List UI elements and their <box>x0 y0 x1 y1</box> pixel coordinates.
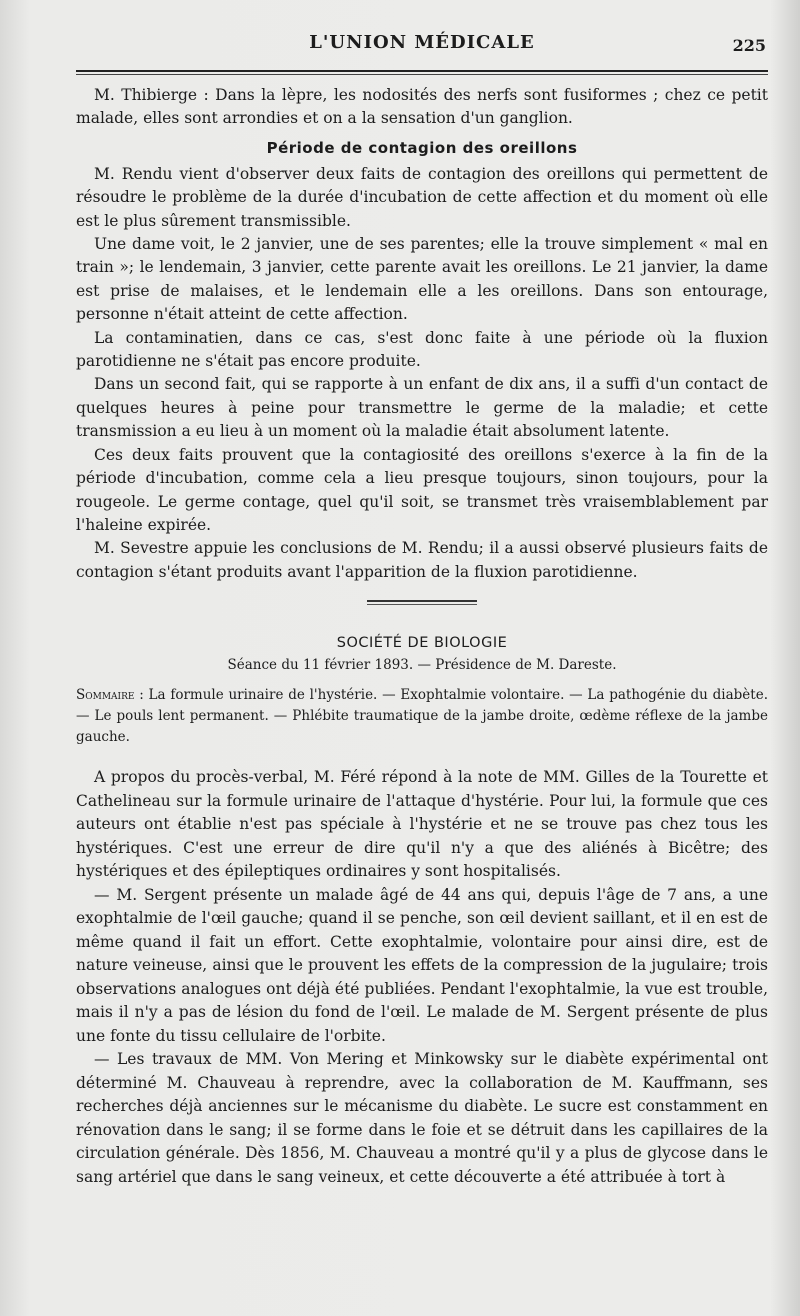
page-number: 225 <box>732 36 766 55</box>
paragraph-sergent: — M. Sergent présente un malade âgé de 44 ans qui, depuis l'âge de 7 ans, a une exophtalmie de l'œil gauche; quand il se penche, son œil devient saillant, et il en est de même quand il fait un effort. Cette exophtalmie, volontaire pour ainsi dire, est de nature veineuse, ainsi que le prouvent les effets de la compression de la jugulaire; trois observations analogues ont déjà été publiées. Pendant l'exophtalmie, la vue est trouble, mais il n'y a pas de lésion du fond de l'œil. Le malade de M. Sergent présente de plus une fonte du tissu cellulaire de l'orbite. <box>76 885 768 1045</box>
section-divider <box>367 600 477 605</box>
journal-page <box>76 28 768 1186</box>
paragraph-contamination: La contaminatien, dans ce cas, s'est donc faite à une période où la fluxion parotidienne ne s'était pas encore produite. <box>76 328 768 371</box>
society-body <box>76 766 768 1189</box>
header-rule-thin <box>76 74 768 75</box>
paragraph-sevestre: M. Sevestre appuie les conclusions de M. Rendu; il a aussi observé plusieurs faits de contagion s'étant produits avant l'apparition de la fluxion parotidienne. <box>76 539 768 581</box>
section-title-oreillons: Période de contagion des oreillons <box>266 138 578 157</box>
page-header <box>76 28 768 68</box>
society-title: SOCIÉTÉ DE BIOLOGIE <box>336 635 508 652</box>
sommaire-label: Sommaire : <box>76 687 144 704</box>
paragraph-case-two: Dans un second fait, qui se rapporte à un enfant de dix ans, il a suffi d'un contact de quelques heures à peine pour transmettre le germe de la maladie; et cette transmission a eu lieu à un moment où la maladie était absolument latente. <box>76 375 768 441</box>
sommaire-text: La formule urinaire de l'hystérie. — Exophtalmie volontaire. — La pathogénie du diabète. — Le pouls lent permanent. — Phlébite traumatique de la jambe droite, œdème réflexe de la jambe gauche. <box>76 687 768 746</box>
paragraph-chauveau: — Les travaux de MM. Von Mering et Minkowsky sur le diabète expérimental ont déterminé M. Chauveau à reprendre, avec la collaboration de M. Kauffmann, ses recherches déjà anciennes sur le mécanisme du diabète. Le sucre est constamment en rénovation dans le sang; il se forme dans le foie et se détruit dans les capillaires de la circulation générale. Dès 1856, M. Chauveau a montré qu'il y a plus de glycose dans le sang artériel que dans le sang veineux, et cette découverte a été attribuée à tort à <box>76 1050 768 1186</box>
paragraph-conclusion: Ces deux faits prouvent que la contagiosité des oreillons s'exerce à la fin de la période d'incubation, comme cela a lieu presque toujours, sinon toujours, pour la rougeole. Le germe contage, quel qu'il soit, se transmet très vraisemblablement par l'haleine expirée. <box>76 445 768 534</box>
journal-title: L'UNION MÉDICALE <box>309 32 535 53</box>
sommaire <box>76 685 768 748</box>
header-rule <box>76 70 768 72</box>
paragraph-thibierge: M. Thibierge : Dans la lèpre, les nodosités des nerfs sont fusiformes ; chez ce petit malade, elles sont arrondies et on a la sensation d'un ganglion. <box>76 86 768 128</box>
paragraph-case-one: Une dame voit, le 2 janvier, une de ses parentes; elle la trouve simplement « mal en train »; le lendemain, 3 janvier, cette parente avait les oreillons. Le 21 janvier, la dame est prise de malaises, et le lendemain elle a les oreillons. Dans son entourage, personne n'était atteint de cette affection. <box>76 235 768 324</box>
paragraph-rendu-intro: M. Rendu vient d'observer deux faits de contagion des oreillons qui permettent de résoudre le problème de la durée d'incubation de cette affection et du moment où elle est le plus sûrement transmissible. <box>76 164 768 230</box>
page-content <box>76 84 768 1189</box>
seance-line: Séance du 11 février 1893. — Présidence de M. Dareste. <box>227 657 617 674</box>
paragraph-fere: A propos du procès-verbal, M. Féré répond à la note de MM. Gilles de la Tourette et Cathelineau sur la formule urinaire de l'attaque d'hystérie. Pour lui, la formule que ces auteurs ont établie n'est pas spéciale à l'hystérie et ne se trouve pas chez tous les hystériques. C'est une erreur de dire qu'il n'y a que des aliénés à Bicêtre; des hystériques et des épileptiques ordinaires y sont hospitalisés. <box>76 768 768 881</box>
